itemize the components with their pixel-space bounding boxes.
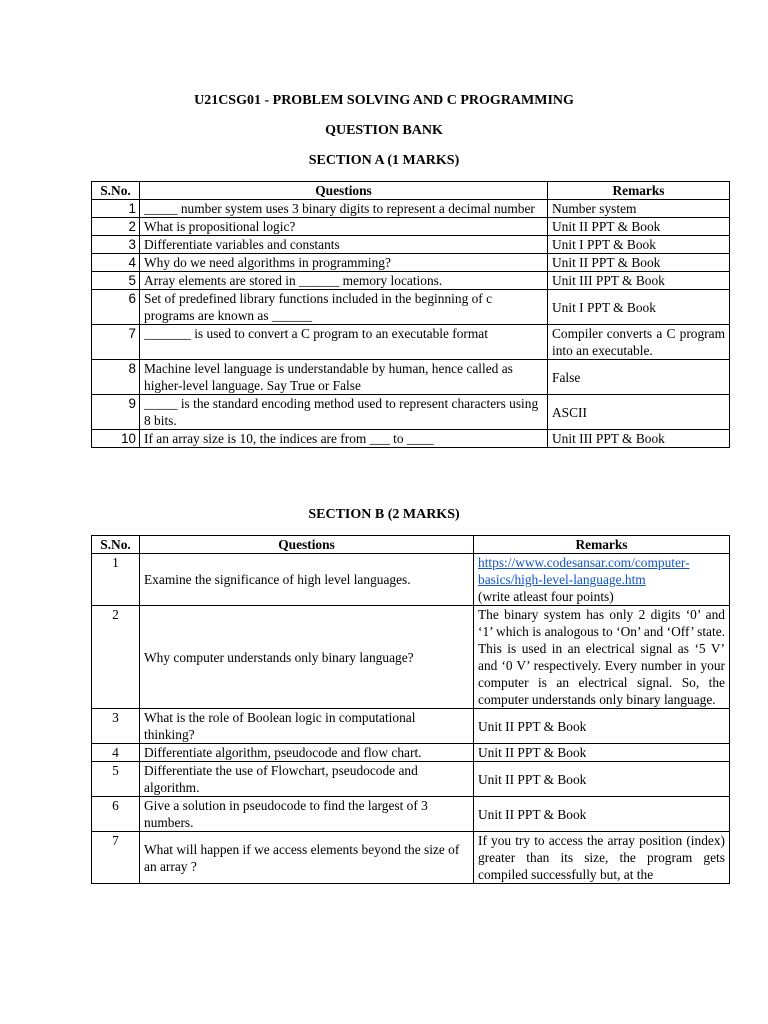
table-row — [92, 606, 730, 709]
question-cell: _______ is used to convert a C program to an executable format — [140, 325, 548, 360]
table-row — [92, 832, 730, 884]
question-cell: Machine level language is understandable by human, hence called as higher-level language. Say True or False — [140, 360, 548, 395]
remarks-cell: Unit I PPT & Book — [548, 236, 730, 254]
remarks-cell: The binary system has only 2 digits ‘0’ and ‘1’ which is analogous to ‘On’ and ‘Off’ state. This is used in an electrical signal as ‘5 V’ and ‘0 V’ respectively. Every number in your computer is an electrical signal. So, the computer understands only binary language. — [474, 606, 730, 709]
sno-cell: 8 — [92, 360, 140, 395]
sno-cell: 2 — [92, 606, 140, 709]
section-a-title: SECTION A (1 MARKS) — [308, 153, 460, 168]
remarks-cell: False — [548, 360, 730, 395]
remarks-cell: Unit II PPT & Book — [474, 762, 730, 797]
remarks-cell: Unit II PPT & Book — [548, 218, 730, 236]
question-cell: What is propositional logic? — [140, 218, 548, 236]
remarks-cell: Unit III PPT & Book — [548, 430, 730, 448]
table-header-row — [92, 182, 730, 200]
remarks-cell: If you try to access the array position (index) greater than its size, the program gets compiled successfully but, at the — [474, 832, 730, 884]
sno-cell: 4 — [92, 254, 140, 272]
remarks-cell: Unit I PPT & Book — [548, 290, 730, 325]
column-header-sno: S.No. — [92, 182, 140, 200]
question-cell: Give a solution in pseudocode to find the largest of 3 numbers. — [140, 797, 474, 832]
question-cell: Differentiate algorithm, pseudocode and flow chart. — [140, 744, 474, 762]
table-row — [92, 430, 730, 448]
question-cell: Differentiate the use of Flowchart, pseudocode and algorithm. — [140, 762, 474, 797]
sno-cell: 7 — [92, 325, 140, 360]
sno-cell: 10 — [92, 430, 140, 448]
table-row — [92, 272, 730, 290]
remarks-cell: Unit II PPT & Book — [474, 744, 730, 762]
remarks-note: (write atleast four points) — [478, 589, 614, 604]
table-row — [92, 797, 730, 832]
remarks-cell — [474, 554, 730, 606]
sno-cell: 1 — [92, 200, 140, 218]
sno-cell: 6 — [92, 797, 140, 832]
question-cell: Set of predefined library functions included in the beginning of c programs are known as ______ — [140, 290, 548, 325]
remarks-cell: Compiler converts a C program into an executable. — [548, 325, 730, 360]
column-header-questions: Questions — [140, 536, 474, 554]
table-row — [92, 709, 730, 744]
sno-cell: 5 — [92, 762, 140, 797]
question-cell: If an array size is 10, the indices are from ___ to ____ — [140, 430, 548, 448]
table-row — [92, 236, 730, 254]
question-cell: Why computer understands only binary language? — [140, 606, 474, 709]
section-b-table — [91, 535, 730, 884]
question-cell: Examine the significance of high level languages. — [140, 554, 474, 606]
table-row — [92, 200, 730, 218]
remarks-cell: ASCII — [548, 395, 730, 430]
question-cell: What is the role of Boolean logic in computational thinking? — [140, 709, 474, 744]
column-header-remarks: Remarks — [474, 536, 730, 554]
question-cell: Differentiate variables and constants — [140, 236, 548, 254]
table-row — [92, 218, 730, 236]
table-row — [92, 762, 730, 797]
table-row — [92, 290, 730, 325]
remarks-cell: Unit II PPT & Book — [474, 709, 730, 744]
sno-cell: 6 — [92, 290, 140, 325]
table-row — [92, 395, 730, 430]
remarks-cell: Unit II PPT & Book — [474, 797, 730, 832]
column-header-remarks: Remarks — [548, 182, 730, 200]
section-a-table — [91, 181, 730, 448]
question-cell: What will happen if we access elements beyond the size of an array ? — [140, 832, 474, 884]
sno-cell: 2 — [92, 218, 140, 236]
table-row — [92, 254, 730, 272]
question-cell: Array elements are stored in ______ memory locations. — [140, 272, 548, 290]
sno-cell: 4 — [92, 744, 140, 762]
column-header-sno: S.No. — [92, 536, 140, 554]
sno-cell: 9 — [92, 395, 140, 430]
remarks-cell: Unit III PPT & Book — [548, 272, 730, 290]
table-row — [92, 744, 730, 762]
sno-cell: 7 — [92, 832, 140, 884]
sno-cell: 3 — [92, 236, 140, 254]
sno-cell: 5 — [92, 272, 140, 290]
remarks-cell: Number system — [548, 200, 730, 218]
question-bank-title: QUESTION BANK — [325, 123, 443, 138]
table-row — [92, 554, 730, 606]
sno-cell: 1 — [92, 554, 140, 606]
question-cell: _____ is the standard encoding method used to represent characters using 8 bits. — [140, 395, 548, 430]
remarks-cell: Unit II PPT & Book — [548, 254, 730, 272]
table-row — [92, 325, 730, 360]
column-header-questions: Questions — [140, 182, 548, 200]
course-title: U21CSG01 - PROBLEM SOLVING AND C PROGRAMMING — [194, 93, 574, 108]
question-cell: Why do we need algorithms in programming? — [140, 254, 548, 272]
sno-cell: 3 — [92, 709, 140, 744]
question-cell: _____ number system uses 3 binary digits to represent a decimal number — [140, 200, 548, 218]
table-header-row — [92, 536, 730, 554]
section-b-title: SECTION B (2 MARKS) — [308, 507, 460, 522]
reference-link[interactable]: https://www.codesansar.com/computer-basics/high-level-language.htm — [478, 555, 690, 587]
table-row — [92, 360, 730, 395]
